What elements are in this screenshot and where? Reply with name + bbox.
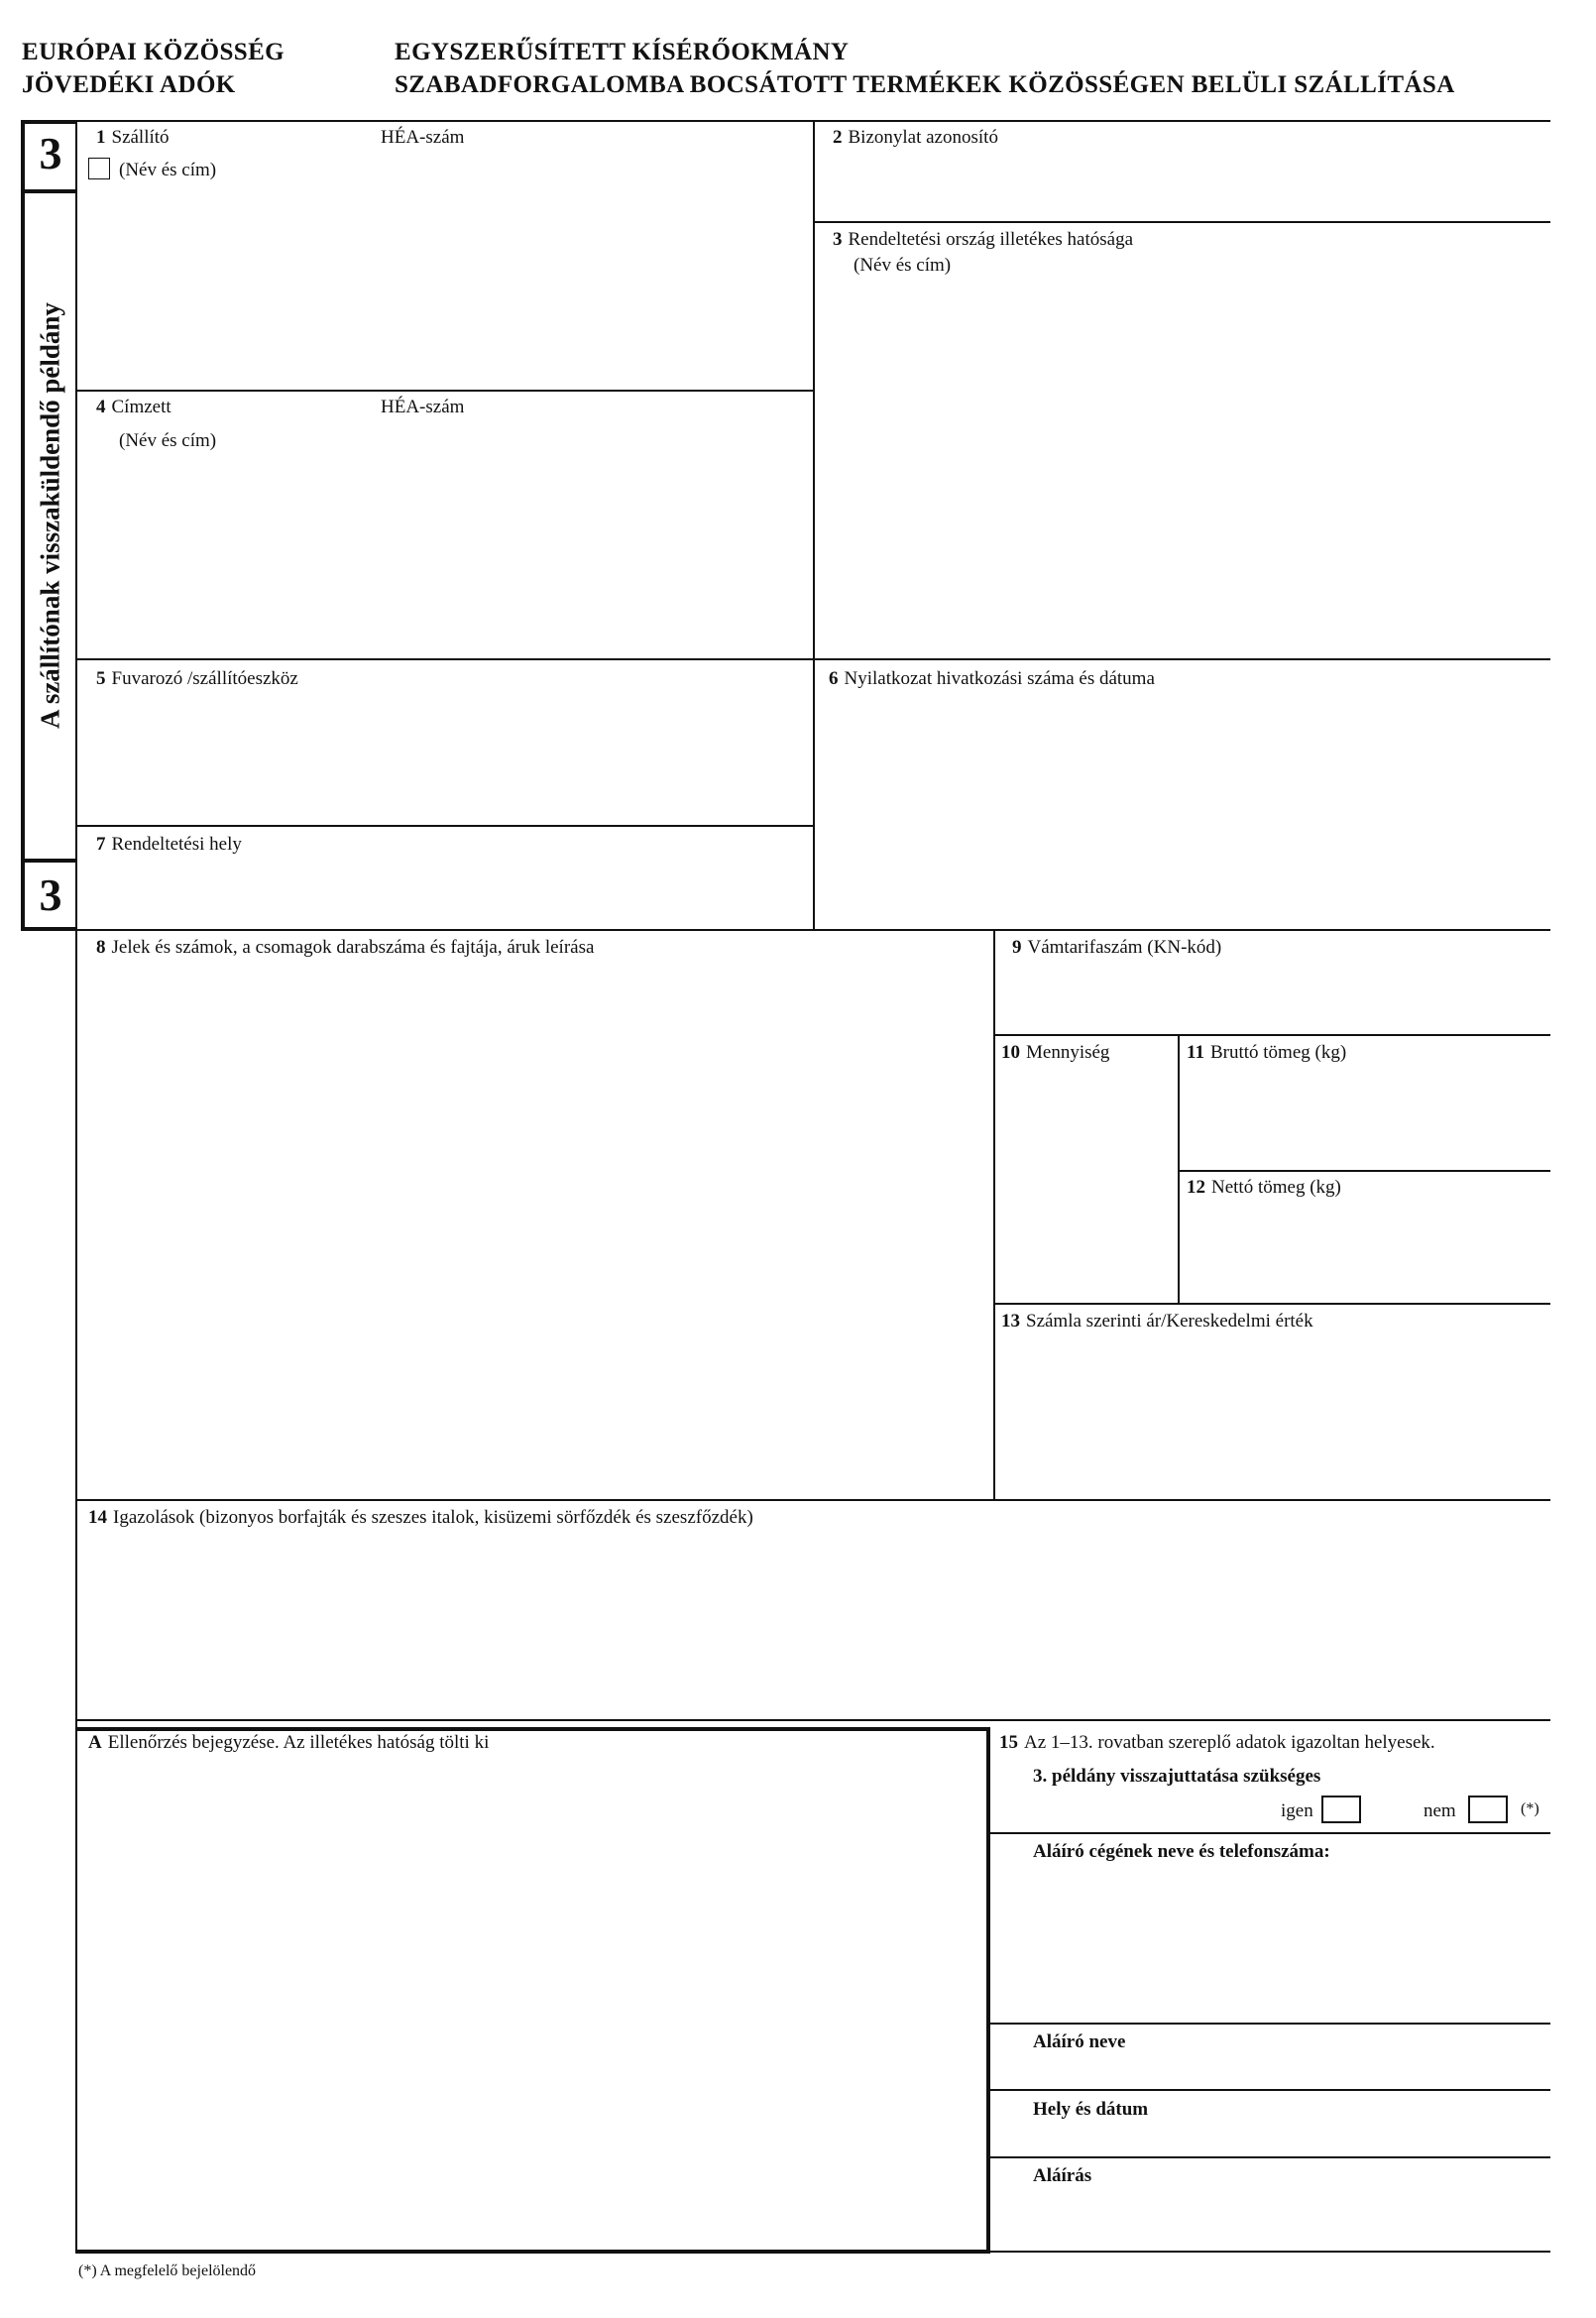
- field-12-label: [1187, 1176, 1341, 1200]
- field-1-label: [96, 126, 170, 150]
- field-10-title: Mennyiség: [1026, 1042, 1110, 1063]
- field-6-label: [829, 667, 1155, 691]
- header-right-line1: EGYSZERŰSÍTETT KÍSÉRŐOKMÁNY: [395, 39, 850, 65]
- field-A-letter: A: [88, 1732, 102, 1753]
- field-1-checkbox[interactable]: [88, 158, 110, 179]
- field-15-number: 15: [999, 1732, 1018, 1753]
- divider-5-7: [75, 825, 813, 827]
- field-15-no-checkbox[interactable]: [1468, 1796, 1508, 1823]
- field-11-title: Bruttó tömeg (kg): [1209, 1042, 1347, 1063]
- field-15-signer-name: Aláíró neve: [1033, 2031, 1126, 2052]
- field-4-vat: HÉA-szám: [381, 397, 465, 417]
- field-A-label: [88, 1731, 489, 1755]
- field-3-sub: (Név és cím): [854, 255, 952, 276]
- divider-13-14: [75, 1499, 1550, 1501]
- box-A-right: [986, 1727, 990, 2254]
- field-12-number: 12: [1187, 1177, 1205, 1198]
- divider-2-3: [813, 221, 1550, 223]
- field-10-number: 10: [1001, 1042, 1020, 1063]
- copy-number-top: 3: [39, 128, 62, 178]
- field-1-sub: (Név és cím): [119, 160, 217, 180]
- divider-11-12: [1178, 1170, 1550, 1172]
- field-4-label: [96, 396, 171, 419]
- field-2-number: 2: [833, 127, 843, 148]
- field-15-yes-label: igen: [1281, 1800, 1313, 1821]
- field-12-title: Nettó tömeg (kg): [1211, 1177, 1341, 1198]
- field-6-number: 6: [829, 668, 839, 689]
- field-15-label: [999, 1731, 1435, 1755]
- field-13-title: Számla szerinti ár/Kereskedelmi érték: [1026, 1311, 1313, 1332]
- divider-9-10: [993, 1034, 1550, 1036]
- field-15-company: Aláíró cégének neve és telefonszáma:: [1033, 1841, 1330, 1862]
- frame-left: [75, 120, 77, 2254]
- header-left-line1: EURÓPAI KÖZÖSSÉG: [22, 39, 285, 65]
- field-15-title: Az 1–13. rovatban szereplő adatok igazoltan helyesek.: [1024, 1732, 1435, 1753]
- field-3-number: 3: [833, 229, 843, 250]
- field-15-asterisk: (*): [1521, 1800, 1539, 1817]
- divider-top-section-bottom: [75, 929, 1550, 931]
- field-11-number: 11: [1187, 1042, 1204, 1063]
- field-4-number: 4: [96, 397, 106, 417]
- divider-14-A: [75, 1719, 1550, 1721]
- field-4-sub: (Név és cím): [119, 430, 217, 451]
- divider-signer-place: [988, 2089, 1550, 2091]
- divider-15-company: [988, 1832, 1550, 1834]
- field-14-number: 14: [88, 1507, 107, 1528]
- field-14-title: Igazolások (bizonyos borfajták és szeszes italok, kisüzemi sörfőzdék és szeszfőzdék): [113, 1507, 753, 1528]
- divider-12-13: [993, 1303, 1550, 1305]
- field-8-number: 8: [96, 937, 106, 958]
- field-15-no-label: nem: [1424, 1800, 1456, 1821]
- field-15-return-required: 3. példány visszajuttatása szükséges: [1033, 1766, 1321, 1787]
- header-left-line2: JÖVEDÉKI ADÓK: [22, 71, 236, 98]
- field-15-signature: Aláírás: [1033, 2165, 1092, 2186]
- side-strip-top: [21, 120, 77, 124]
- side-strip-divider-bottom: [21, 859, 77, 863]
- field-15-yes-checkbox[interactable]: [1321, 1796, 1361, 1823]
- field-2-title: Bizonylat azonosító: [848, 127, 998, 148]
- field-13-label: [1001, 1310, 1313, 1333]
- field-6-title: Nyilatkozat hivatkozási száma és dátuma: [844, 668, 1155, 689]
- field-1-title: Szállító: [111, 127, 170, 148]
- footnote: (*) A megfelelő bejelölendő: [78, 2262, 257, 2279]
- side-strip-bottom: [21, 927, 77, 931]
- side-strip-left: [21, 120, 25, 931]
- field-9-label: [1012, 936, 1221, 960]
- field-8-label: [96, 936, 594, 960]
- divider-place-signature: [988, 2156, 1550, 2158]
- field-7-label: [96, 833, 242, 857]
- field-7-title: Rendeltetési hely: [111, 834, 242, 855]
- field-5-title: Fuvarozó /szállítóeszköz: [111, 668, 298, 689]
- side-strip-divider-top: [21, 189, 77, 193]
- copy-number-bottom: 3: [39, 869, 62, 920]
- field-1-number: 1: [96, 127, 106, 148]
- box-A-bottom: [75, 2250, 990, 2254]
- field-13-number: 13: [1001, 1311, 1020, 1332]
- divider-top-middle: [813, 120, 815, 931]
- field-10-label: [1001, 1041, 1109, 1065]
- divider-8-9: [993, 929, 995, 1499]
- field-3-title: Rendeltetési ország illetékes hatósága: [848, 229, 1134, 250]
- field-2-label: [833, 126, 998, 150]
- field-14-label: [88, 1506, 753, 1530]
- field-11-label: [1187, 1041, 1346, 1065]
- header-right-line2: SZABADFORGALOMBA BOCSÁTOTT TERMÉKEK KÖZÖSSÉGEN BELÜLI SZÁLLÍTÁSA: [395, 71, 1455, 98]
- field-4-title: Címzett: [111, 397, 171, 417]
- divider-1-4: [75, 390, 813, 392]
- field-5-label: [96, 667, 298, 691]
- divider-4-5: [75, 658, 1550, 660]
- field-8-title: Jelek és számok, a csomagok darabszáma és fajtája, áruk leírása: [111, 937, 595, 958]
- side-vertical-label: A szállítónak visszaküldendő példány: [35, 302, 65, 729]
- field-1-vat: HÉA-szám: [381, 127, 465, 148]
- field-9-title: Vámtarifaszám (KN-kód): [1027, 937, 1222, 958]
- field-A-title: Ellenőrzés bejegyzése. Az illetékes hatóság tölti ki: [107, 1732, 490, 1753]
- field-5-number: 5: [96, 668, 106, 689]
- field-7-number: 7: [96, 834, 106, 855]
- field-9-number: 9: [1012, 937, 1022, 958]
- field-3-label: [833, 228, 1133, 252]
- divider-company-signer: [988, 2023, 1550, 2025]
- field-15-place-date: Hely és dátum: [1033, 2099, 1149, 2120]
